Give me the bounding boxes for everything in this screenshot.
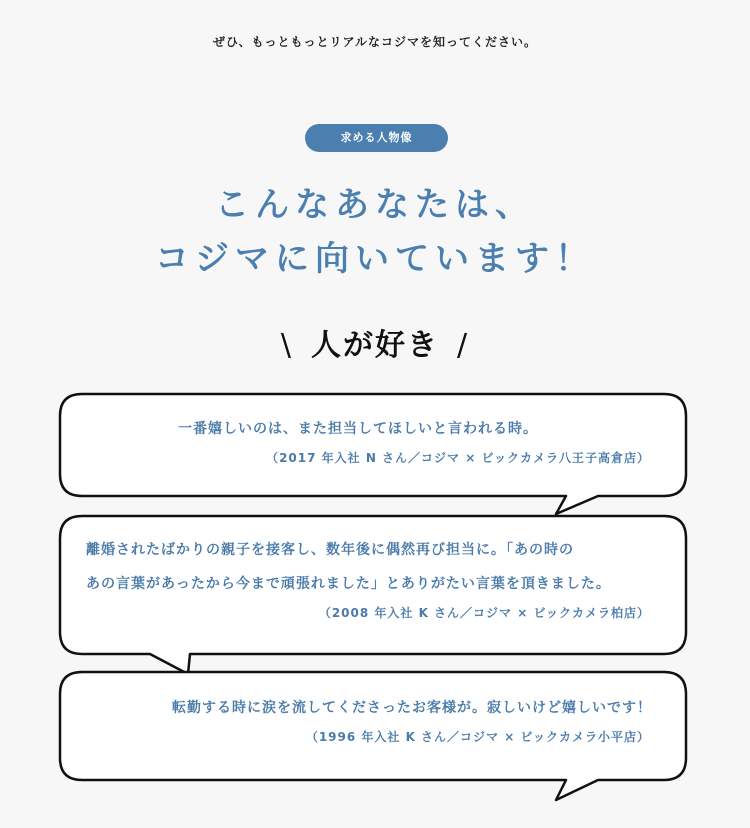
testimonial-quote-line-1: 離婚されたばかりの親子を接客し、数年後に偶然再び担当に。「あの時の [86,542,574,558]
testimonial-2 [60,533,686,625]
slash-left: \ [280,328,293,363]
slash-right: / [457,328,470,363]
headline-line-1: こんなあなたは、 [215,185,535,225]
testimonial-quote: 一番嬉しいのは、また担当してほしいと言われる時。 [178,421,538,437]
testimonial-source: （1996 年入社 K さん／コジマ × ビックカメラ小平店） [305,730,650,744]
testimonial-1 [60,412,686,470]
intro-text: ぜひ、もっともっとリアルなコジマを知ってください。 [212,35,538,49]
testimonial-source: （2017 年入社 N さん／コジマ × ビックカメラ八王子高倉店） [266,451,650,465]
section-title-text: 人が好き [311,328,439,363]
headline-line-2: コジマに向いています！ [155,239,595,279]
testimonial-quote-line-2: あの言葉があったから今まで頑張れました」とありがたい言葉を頂きました。 [86,576,611,592]
testimonial-quote: 転勤する時に涙を流してくださったお客様が。寂しいけど嬉しいです！ [172,700,652,716]
section-badge: 求める人物像 [305,124,448,152]
testimonial-3 [60,691,686,749]
testimonial-source: （2008 年入社 K さん／コジマ × ビックカメラ柏店） [318,606,650,620]
